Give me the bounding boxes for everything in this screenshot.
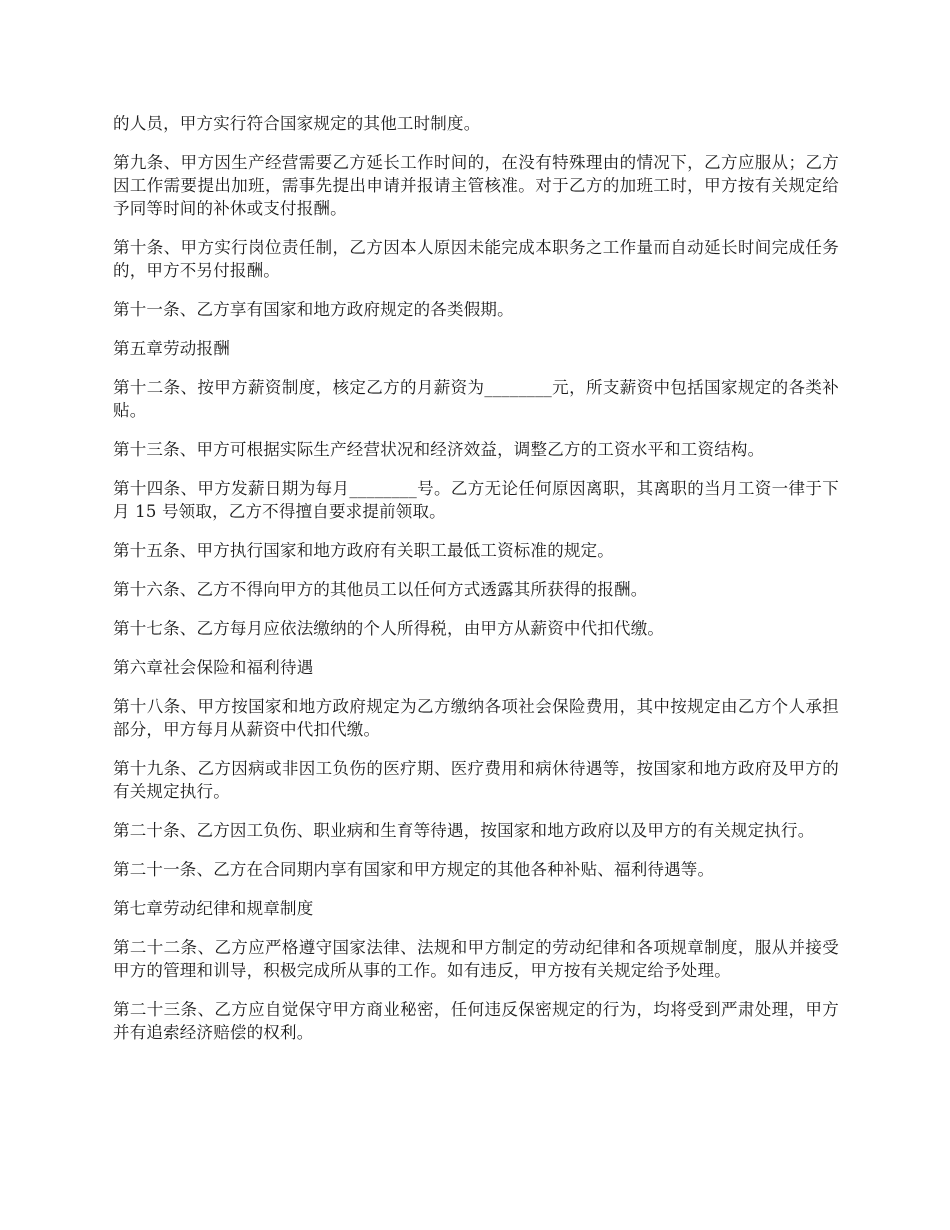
document-page — [113, 112, 839, 1060]
chapter-7-heading: 第七章劳动纪律和规章制度 — [113, 899, 314, 918]
paragraph-article-20: 第二十条、乙方因工负伤、职业病和生育等待遇，按国家和地方政府以及甲方的有关规定执行。 — [113, 821, 815, 840]
paragraph-article-18: 第十八条、甲方按国家和地方政府规定为乙方缴纳各项社会保险费用，其中按规定由乙方个人承担部分，甲方每月从薪资中代扣代缴。 — [113, 697, 839, 739]
paragraph-article-17: 第十七条、乙方每月应依法缴纳的个人所得税，由甲方从薪资中代扣代缴。 — [113, 619, 665, 638]
paragraph-hours-system: 的人员，甲方实行符合国家规定的其他工时制度。 — [113, 114, 481, 133]
paragraph-article-19: 第十九条、乙方因病或非因工负伤的医疗期、医疗费用和病休待遇等，按国家和地方政府及甲方的有关规定执行。 — [113, 759, 839, 801]
paragraph-article-13: 第十三条、甲方可根据实际生产经营状况和经济效益，调整乙方的工资水平和工资结构。 — [113, 440, 765, 459]
paragraph-article-21: 第二十一条、乙方在合同期内享有国家和甲方规定的其他各种补贴、福利待遇等。 — [113, 860, 715, 879]
paragraph-article-22: 第二十二条、乙方应严格遵守国家法律、法规和甲方制定的劳动纪律和各项规章制度，服从并接受甲方的管理和训导，积极完成所从事的工作。如有违反，甲方按有关规定给予处理。 — [113, 938, 839, 980]
paragraph-article-9: 第九条、甲方因生产经营需要乙方延长工作时间的，在没有特殊理由的情况下，乙方应服从；乙方因工作需要提出加班，需事先提出申请并报请主管核准。对于乙方的加班工时，甲方按有关规定给予同等时间的补休或支付报酬。 — [113, 153, 839, 218]
paragraph-article-16: 第十六条、乙方不得向甲方的其他员工以任何方式透露其所获得的报酬。 — [113, 580, 648, 599]
chapter-5-heading: 第五章劳动报酬 — [113, 339, 230, 358]
paragraph-article-23: 第二十三条、乙方应自觉保守甲方商业秘密，任何违反保密规定的行为，均将受到严肃处理，甲方并有追索经济赔偿的权利。 — [113, 1000, 839, 1042]
paragraph-article-10: 第十条、甲方实行岗位责任制，乙方因本人原因未能完成本职务之工作量而自动延长时间完成任务的，甲方不另付报酬。 — [113, 238, 839, 280]
paragraph-article-14: 第十四条、甲方发薪日期为每月________号。乙方无论任何原因离职，其离职的当月工资一律于下月 15 号领取，乙方不得擅自要求提前领取。 — [113, 479, 839, 521]
chapter-6-heading: 第六章社会保险和福利待遇 — [113, 658, 314, 677]
paragraph-article-15: 第十五条、甲方执行国家和地方政府有关职工最低工资标准的规定。 — [113, 541, 614, 560]
paragraph-article-12: 第十二条、按甲方薪资制度，核定乙方的月薪资为________元，所支薪资中包括国家规定的各类补贴。 — [113, 378, 839, 420]
paragraph-article-11: 第十一条、乙方享有国家和地方政府规定的各类假期。 — [113, 300, 514, 319]
